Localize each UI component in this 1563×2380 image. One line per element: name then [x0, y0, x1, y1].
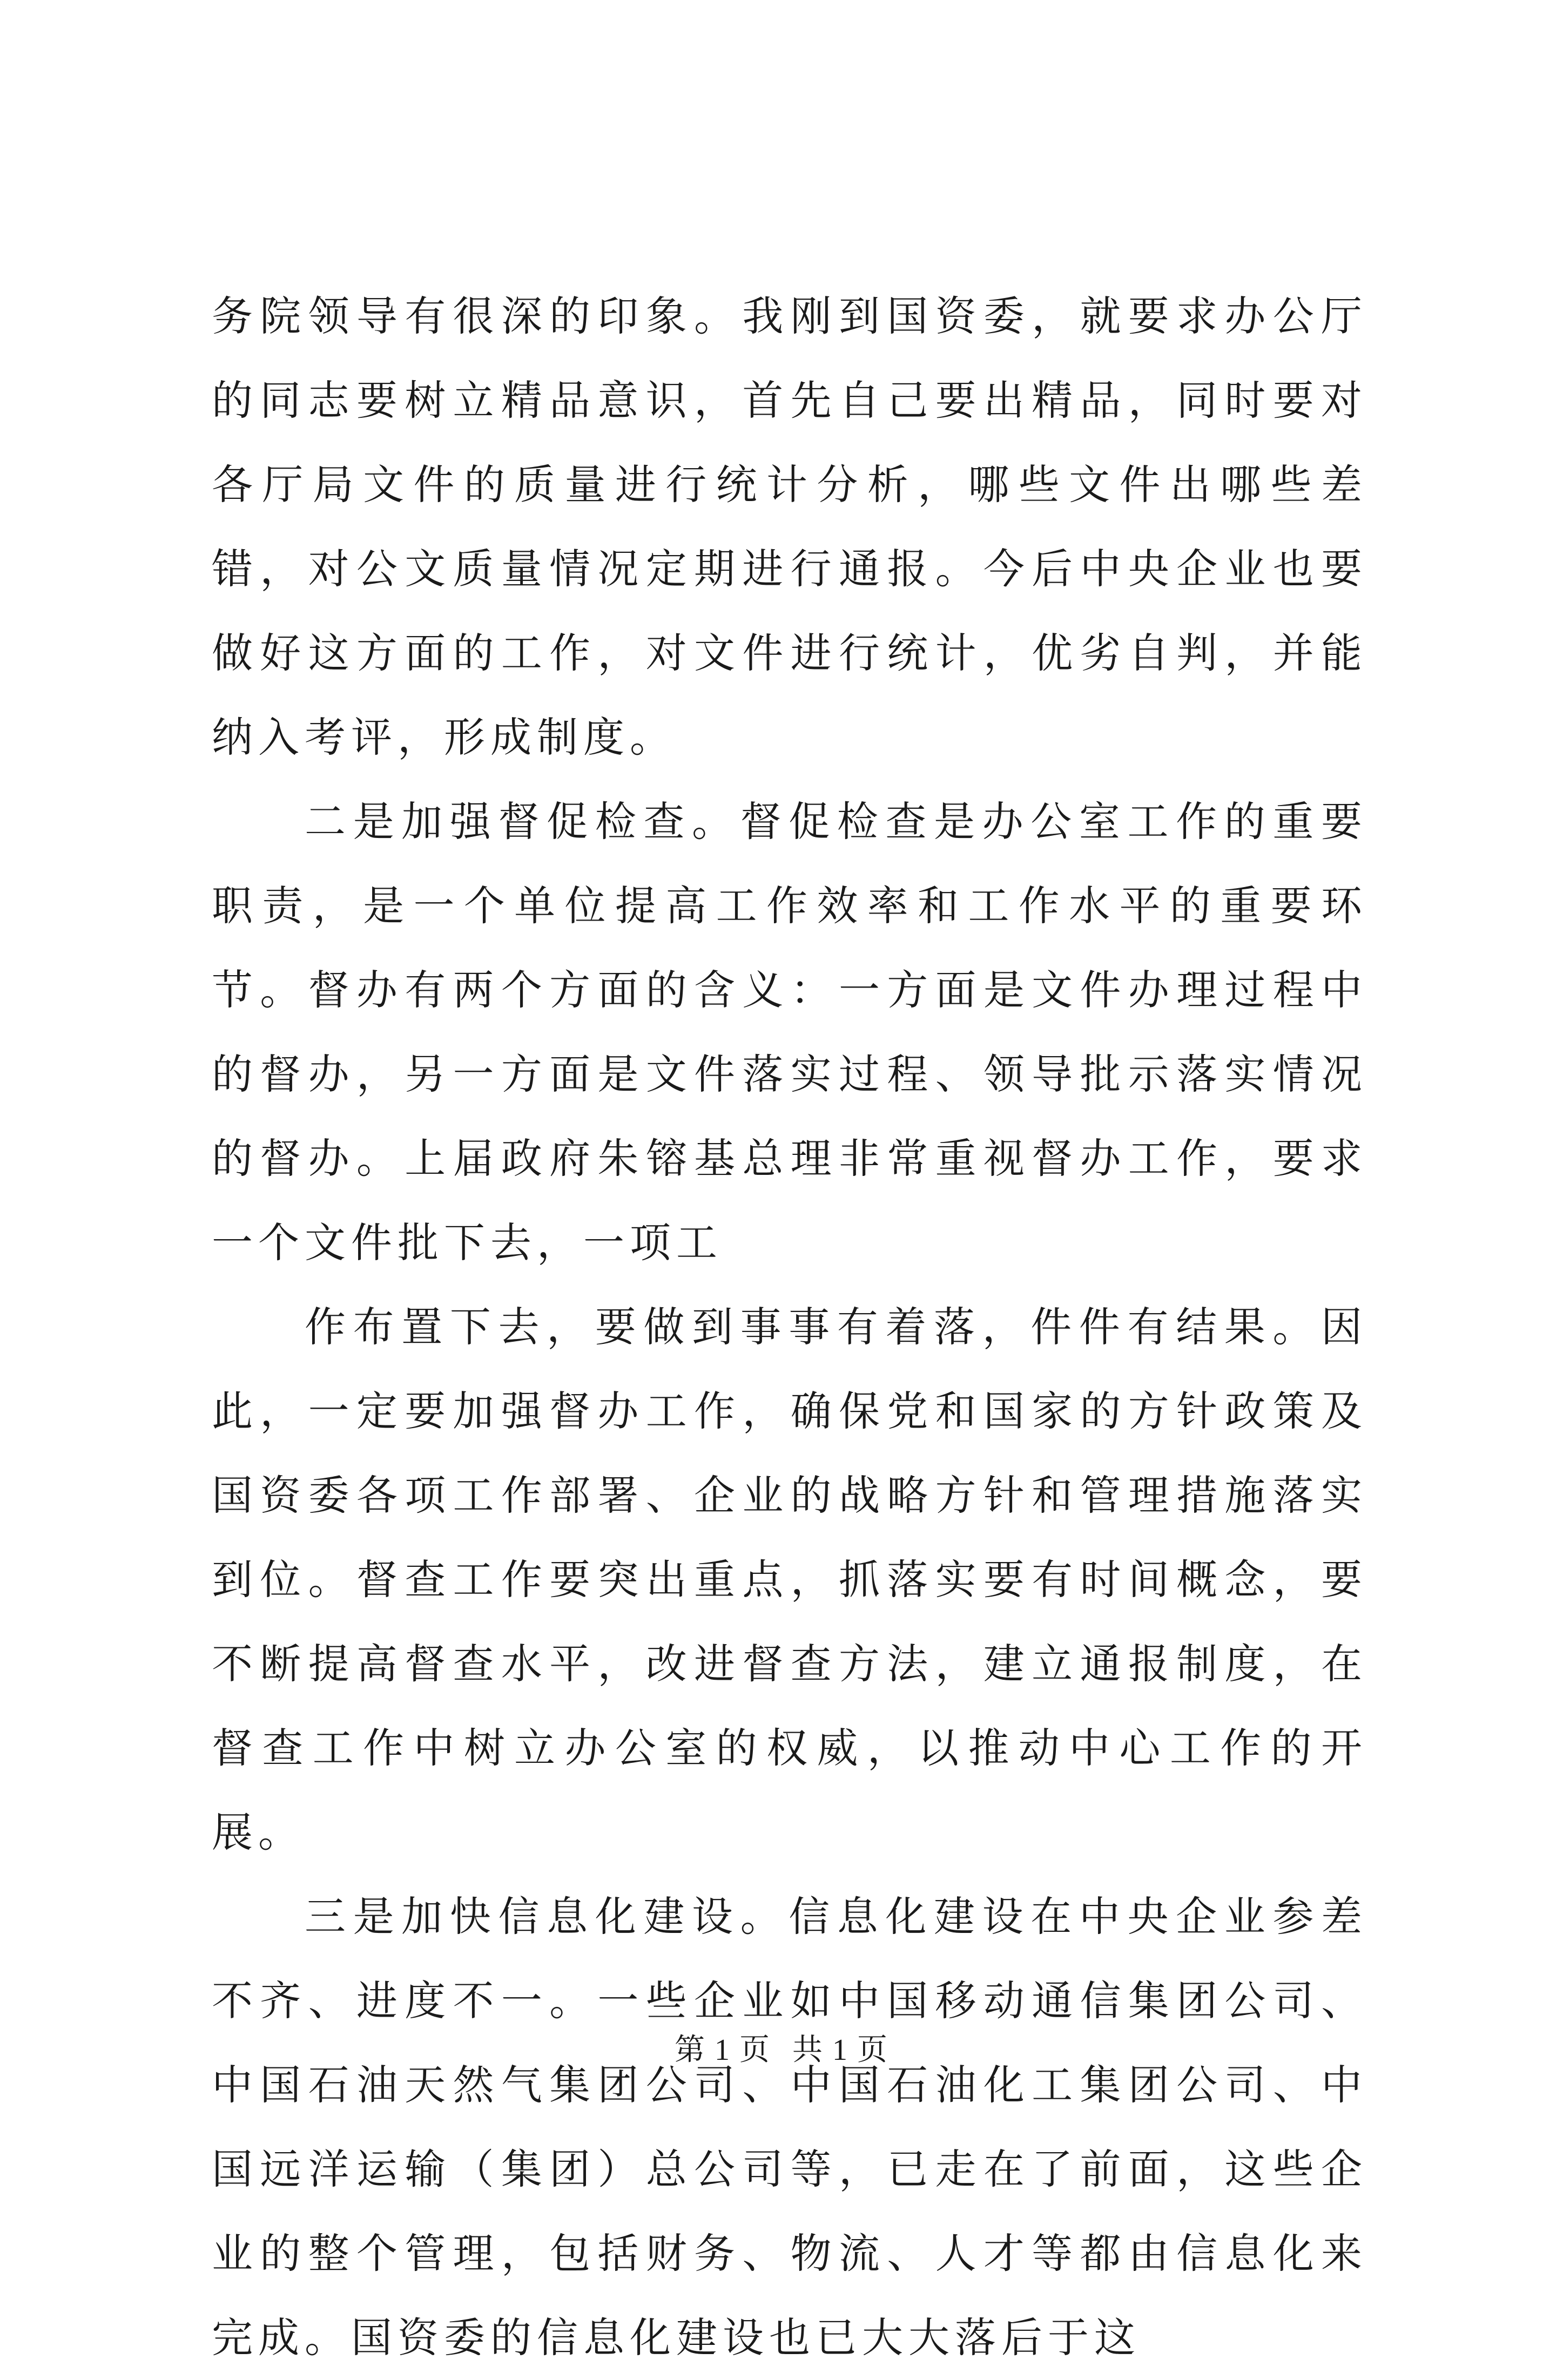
paragraph-3: 作布置下去，要做到事事有着落，件件有结果。因此，一定要加强督办工作，确保党和国家的方针政策及国资委各项工作部署、企业的战略方针和管理措施落实到位。督查工作要突出重点，抓落实要有时间概念，要不断提高督查水平，改进督查方法，建立通报制度，在督查工作中树立办公室的权威，以推动中心工作的开展。 [212, 1303, 1367, 1856]
paragraph-1: 务院领导有很深的印象。我刚到国资委，就要求办公厅的同志要树立精品意识，首先自己要出精品，同时要对各厅局文件的质量进行统计分析，哪些文件出哪些差错，对公文质量情况定期进行通报。今后中央企业也要做好这方面的工作，对文件进行统计，优劣自判，并能纳入考评，形成制度。 [212, 292, 1367, 761]
paragraph-4: 三是加快信息化建设。信息化建设在中央企业参差不齐、进度不一。一些企业如中国移动通信集团公司、中国石油天然气集团公司、中国石油化工集团公司、中国远洋运输（集团）总公司等，已走在了前面，这些企业的整个管理，包括财务、物流、人才等都由信息化来完成。国资委的信息化建设也已大大落后于这 [212, 1892, 1367, 2362]
page-total: 共 1 页 [792, 2033, 888, 2067]
paragraph-2: 二是加强督促检查。督促检查是办公室工作的重要职责，是一个单位提高工作效率和工作水平的重要环节。督办有两个方面的含义：一方面是文件办理过程中的督办，另一方面是文件落实过程、领导批示落实情况的督办。上届政府朱镕基总理非常重视督办工作，要求一个文件批下去，一项工 [212, 797, 1367, 1267]
page-footer [0, 2026, 1563, 2069]
page-number: 第 1 页 [675, 2033, 771, 2067]
